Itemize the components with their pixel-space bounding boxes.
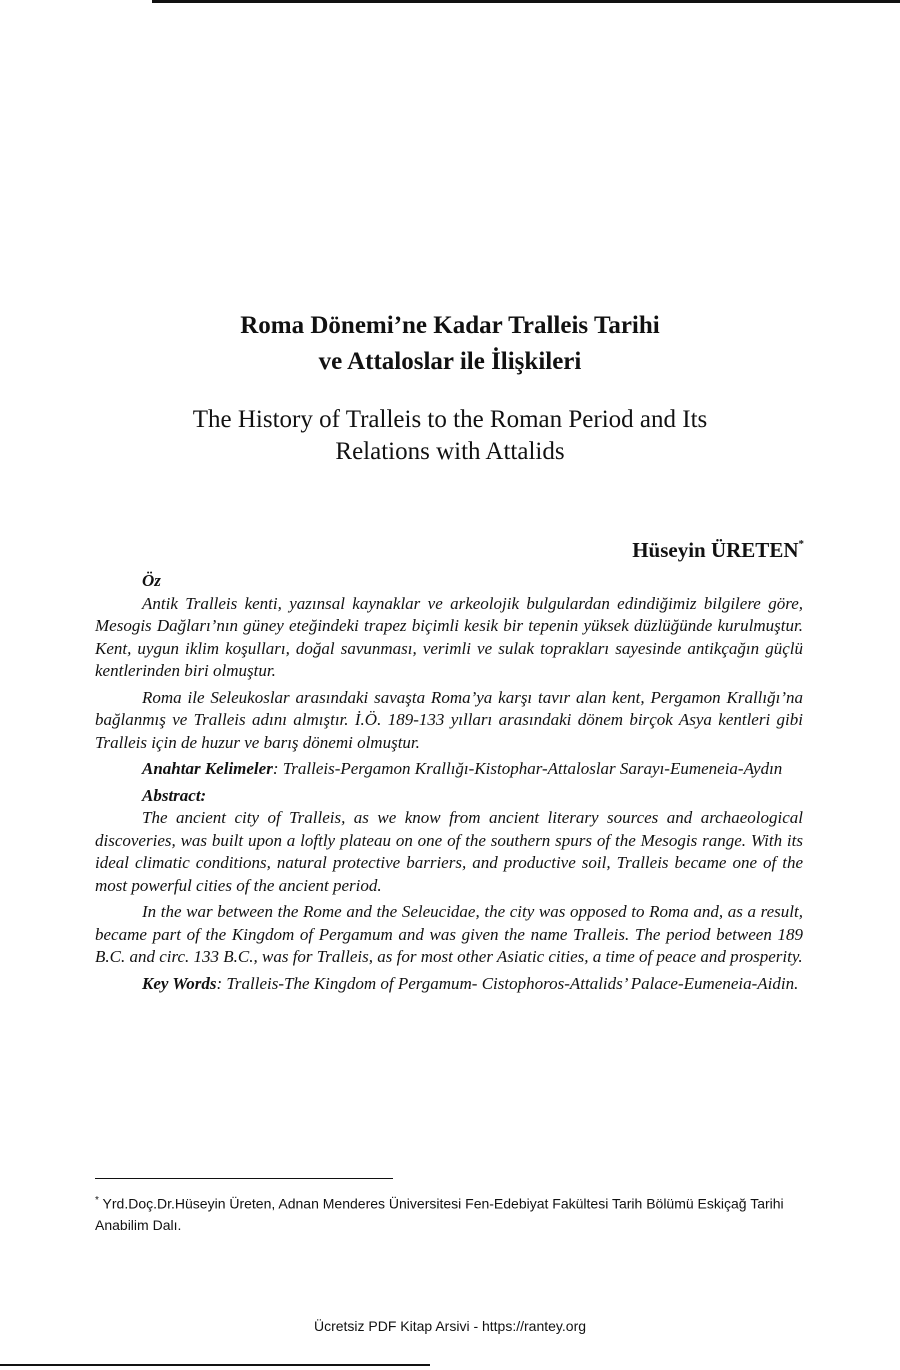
top-rule	[152, 0, 900, 3]
abstract-paragraph-1: The ancient city of Tralleis, as we know from ancient literary sources and archaeological discoveries, was built upon a loftly plateau on one of the southern spurs of the Mesogis range. With its ideal climatic conditions, natural protective barriers, and productive soil, Tralleis became one of the most powerful cities of the ancient period.	[95, 808, 803, 895]
abstract-paragraph-2: In the war between the Rome and the Seleucidae, the city was opposed to Roma and, as a result, became part of the Kingdom of Pergamum and was given the name Tralleis. The period between 189 B.C. and circ. 133 B.C., was for Tralleis, as for most other Asiatic cities, a time of peace and prosperity.	[95, 902, 803, 966]
author-footnote-mark: *	[798, 538, 804, 550]
footnote-mark: *	[95, 1195, 99, 1206]
article-body	[95, 570, 803, 999]
footnote-text: Yrd.Doç.Dr.Hüseyin Üreten, Adnan Menderes Üniversitesi Fen-Edebiyat Fakültesi Tarih Bölümü Eskiçağ Tarihi Anabilim Dalı.	[95, 1195, 784, 1233]
oz-paragraph-1: Antik Tralleis kenti, yazınsal kaynaklar ve arkeolojik bulgulardan edindiğimiz bilgilere göre, Mesogis Dağları’nın güney eteğindeki trapez biçimli kesik bir tepenin yüksek düzlüğünde kurulmuştur. Kent, uygun iklim koşulları, doğal savunması, verimli ve sulak toprakları sayesinde antikçağın güçlü kentlerinden biri olmuştur.	[95, 593, 803, 680]
oz-keywords-text: : Tralleis-Pergamon Krallığı-Kistophar-Attaloslar Sarayı-Eumeneia-Aydın	[272, 759, 783, 778]
title-english-line-1: The History of Tralleis to the Roman Period and Its	[192, 406, 708, 433]
title-english-line-2: Relations with Attalids	[335, 438, 565, 465]
page-footer: Ücretsiz PDF Kitap Arsivi - https://rantey.org	[313, 1318, 587, 1334]
author	[632, 538, 804, 563]
title-english	[0, 404, 900, 468]
title-turkish-line-1: Roma Dönemi’ne Kadar Tralleis Tarihi	[240, 312, 660, 339]
abstract-keywords-text: : Tralleis-The Kingdom of Pergamum- Cistophoros-Attalids’ Palace-Eumeneia-Aidin.	[216, 973, 799, 993]
oz-keywords	[95, 758, 803, 781]
author-name: Hüseyin ÜRETEN	[632, 538, 799, 562]
title-turkish-line-2: ve Attaloslar ile İlişkileri	[318, 348, 582, 375]
bottom-rule	[0, 1364, 430, 1366]
abstract-keywords-label: Key Words	[142, 973, 217, 993]
footnote	[95, 1190, 803, 1236]
oz-paragraph-2: Roma ile Seleukoslar arasındaki savaşta Roma’ya karşı tavır alan kent, Pergamon Krallığı’na bağlanmış ve Tralleis adını almıştır. İ.Ö. 189-133 yılları arasındaki dönem birçok Asya kentleri gibi Tralleis için de huzur ve barış dönemi olmuştur.	[95, 687, 803, 752]
title-turkish	[0, 308, 900, 380]
abstract-heading: Abstract:	[142, 785, 207, 805]
oz-keywords-label: Anahtar Kelimeler	[142, 759, 273, 778]
oz-heading: Öz	[142, 571, 161, 590]
footnote-rule	[95, 1178, 393, 1179]
abstract-keywords	[95, 973, 803, 996]
